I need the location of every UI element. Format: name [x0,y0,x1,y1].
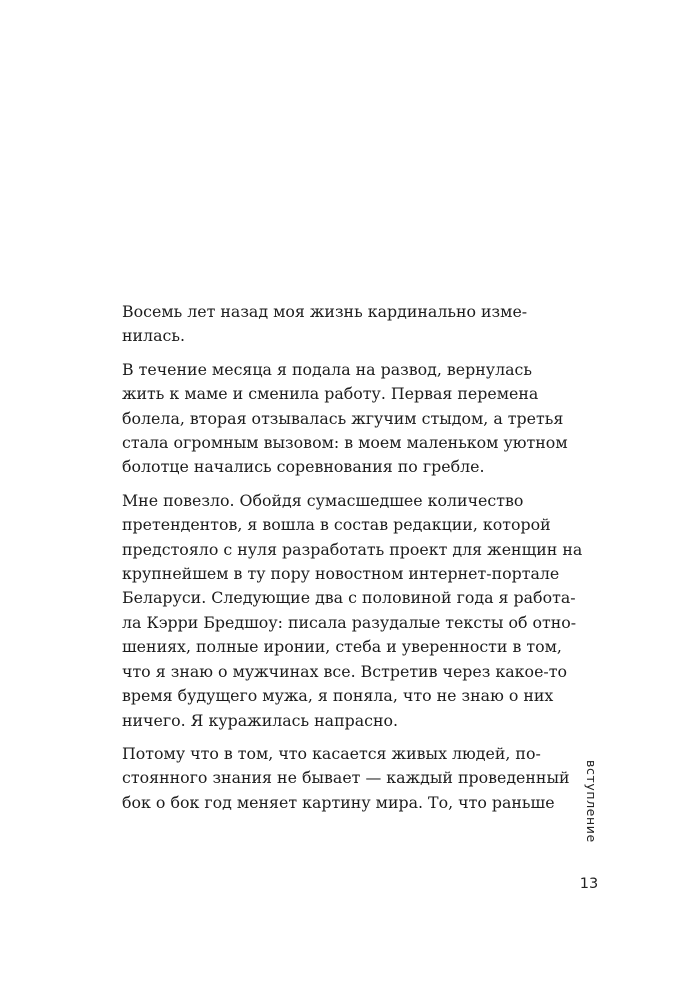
text-line: болела, вторая отзывалась жгучим стыдом, а третья [122,408,564,428]
body-text [122,300,583,815]
text-line: стала огромным вызовом: в моем маленьком уютном [122,433,568,453]
text-line: жить к маме и сменила работу. Первая перемена [122,384,539,404]
text-line: Беларуси. Следующие два с половиной года я работа- [122,588,576,608]
text-line: бок о бок год меняет картину мира. То, что раньше [122,792,555,812]
text-line: болотце начались соревнования по гребле. [122,457,485,477]
page-number: 13 [579,876,599,892]
text-line: время будущего мужа, я поняла, что не знаю о них [122,686,554,706]
text-line: крупнейшем в ту пору новостном интернет-портале [122,564,560,584]
text-line: претендентов, я вошла в состав редакции, которой [122,515,551,535]
text-line: Восемь лет назад моя жизнь кардинально изме- [122,302,528,321]
text-line: ла Кэрри Бредшоу: писала разудалые тексты об отно- [122,612,577,632]
text-line: шениях, полные иронии, стеба и уверенности в том, [122,637,562,657]
text-line: В течение месяца я подала на развод, вернулась [122,359,532,379]
text-line: Потому что в том, что касается живых людей, по- [122,743,541,763]
text-line: нилась. [122,326,185,346]
text-line: стоянного знания не бывает — каждый проведенный [122,768,570,788]
text-line: ничего. Я куражилась напрасно. [122,710,399,730]
text-line: что я знаю о мужчинах все. Встретив через какое-то [122,661,568,681]
text-line: предстояло с нуля разработать проект для женщин на [122,539,583,559]
running-head: вступление [584,760,599,843]
text-line: Мне повезло. Обойдя сумасшедшее количество [122,490,524,510]
